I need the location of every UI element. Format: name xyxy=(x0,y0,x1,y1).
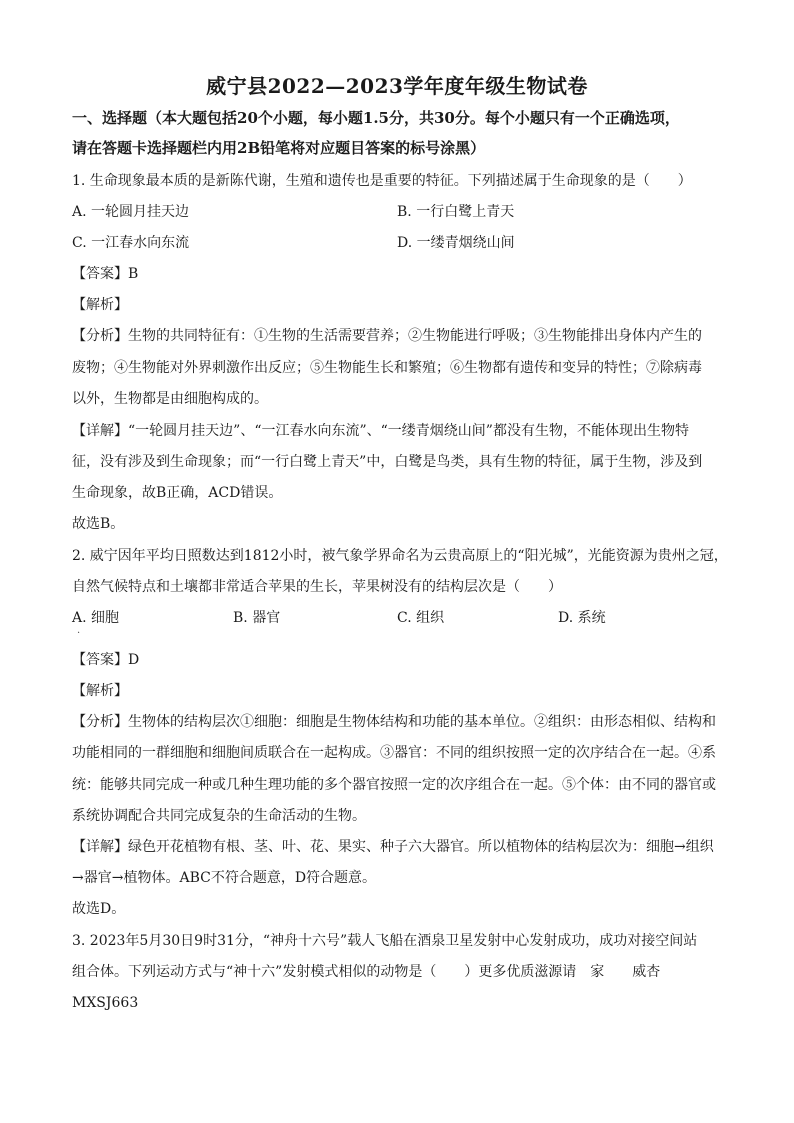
q3-stem-line3: MXSJ663 xyxy=(72,995,139,1011)
q1-conclusion: 故选B。 xyxy=(72,516,125,532)
q3-stem-line2: 组合体。下列运动方式与“神十六”发射模式相似的动物是（ ）更多优质滋源请 家 威杏 xyxy=(72,964,661,980)
q1-option-b: B. 一行白鹭上青天 xyxy=(397,204,515,220)
q1-xiangjie-line2: 征，没有涉及到生命现象；而“一行白鹭上青天”中，白鹭是鸟类，具有生物的特征，属于生物，涉及到 xyxy=(72,454,703,470)
section-heading-line1: 一、选择题（本大题包括20个小题，每小题1.5分，共30分。每个小题只有一个正确选项， xyxy=(72,109,680,127)
q2-option-a: A. 细胞 xyxy=(72,610,120,626)
q2-option-d: D. 系统 xyxy=(558,610,606,626)
q1-answer: 【答案】B xyxy=(72,266,139,282)
q1-option-c: C. 一江春水向东流 xyxy=(72,235,190,251)
q1-xiangjie-line1: 【详解】“一轮圆月挂天边”、“一江春水向东流”、“一缕青烟绕山间”都没有生物，不能体现出生物特 xyxy=(72,423,689,439)
q1-option-d: D. 一缕青烟绕山间 xyxy=(397,235,515,251)
q2-fenxi-line2: 功能相同的一群细胞和细胞间质联合在一起构成。③器官：不同的组织按照一定的次序结合在一起。④系 xyxy=(72,745,716,761)
q1-analysis-label: 【解析】 xyxy=(72,297,128,313)
q2-fenxi-line1: 【分析】生物体的结构层次①细胞：细胞是生物体结构和功能的基本单位。②组织：由形态相似、结构和 xyxy=(72,714,716,730)
page-title: 威宁县2022—2023学年度年级生物试卷 xyxy=(206,74,588,98)
q2-stem-line1: 2. 威宁因年平均日照数达到1812小时，被气象学界命名为云贵高原上的“阳光城”，光能资源为贵州之冠， xyxy=(72,548,728,564)
q1-fenxi-line1: 【分析】生物的共同特征有：①生物的生活需要营养；②生物能进行呼吸；③生物能排出身体内产生的 xyxy=(72,328,702,344)
q1-fenxi-line3: 以外，生物都是由细胞构成的。 xyxy=(72,391,268,407)
q2-xiangjie-line1: 【详解】绿色开花植物有根、茎、叶、花、果实、种子六大器官。所以植物体的结构层次为：细胞→组织 xyxy=(72,839,714,855)
q2-stem-line2: 自然气候特点和土壤都非常适合苹果的生长，苹果树没有的结构层次是（ ） xyxy=(72,579,562,595)
q2-analysis-label: 【解析】 xyxy=(72,683,128,699)
section-heading-line2: 请在答题卡选择题栏内用2B铅笔将对应题目答案的标号涂黑） xyxy=(72,139,486,157)
q1-xiangjie-line3: 生命现象，故B正确，ACD错误。 xyxy=(72,485,283,501)
q2-option-c: C. 组织 xyxy=(397,610,445,626)
q3-stem-line1: 3. 2023年5月30日9时31分，“神舟十六号”载人飞船在酒泉卫星发射中心发射成功，成功对接空间站 xyxy=(72,933,698,949)
stray-dot: · xyxy=(77,628,81,639)
q2-xiangjie-line2: →器官→植物体。ABC不符合题意，D符合题意。 xyxy=(72,870,377,886)
q2-fenxi-line4: 系统协调配合共同完成复杂的生命活动的生物。 xyxy=(72,808,366,824)
q2-answer: 【答案】D xyxy=(72,652,140,668)
q1-stem: 1. 生命现象最本质的是新陈代谢，生殖和遗传也是重要的特征。下列描述属于生命现象的是（ ） xyxy=(72,173,692,189)
q2-option-b: B. 器官 xyxy=(233,610,281,626)
q2-conclusion: 故选D。 xyxy=(72,901,126,917)
q2-fenxi-line3: 统：能够共同完成一种或几种生理功能的多个器官按照一定的次序组合在一起。⑤个体：由不同的器官或 xyxy=(72,777,716,793)
q1-fenxi-line2: 废物；④生物能对外界刺激作出反应；⑤生物能生长和繁殖；⑥生物都有遗传和变异的特性；⑦除病毒 xyxy=(72,360,702,376)
q1-option-a: A. 一轮圆月挂天边 xyxy=(72,204,190,220)
